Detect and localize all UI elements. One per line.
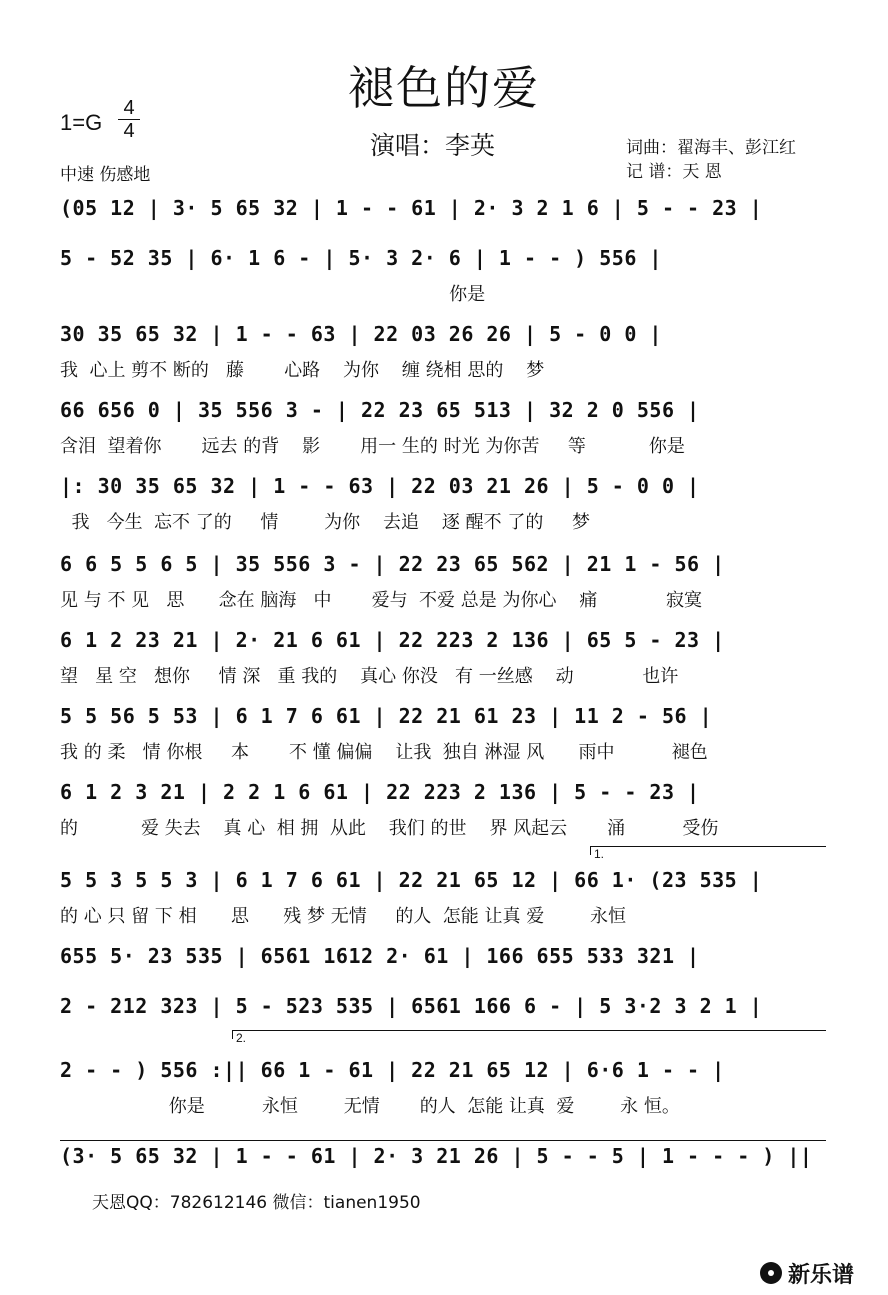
key-signature: 1=G (60, 110, 103, 135)
notation-row: (3· 5 65 32 | 1 - - 61 | 2· 3 21 26 | 5 - - 5 | 1 - - - ) || (60, 1144, 813, 1168)
brand-name: 新乐谱 (788, 1262, 855, 1288)
section-divider (60, 1140, 826, 1141)
time-signature (118, 98, 140, 141)
record-disc-icon (760, 1262, 782, 1284)
transcriber: 记 谱：天 恩 (626, 162, 722, 182)
contact-footer: 天恩QQ：782612146 微信：tianen1950 (92, 1193, 421, 1213)
lyricist-composer: 词曲：翟海丰、彭江红 (626, 138, 796, 158)
notation-row: 30 35 65 32 | 1 - - 63 | 22 03 26 26 | 5 - 0 0 | (60, 322, 662, 346)
tempo-marking: 中速 伤感地 (60, 165, 151, 185)
notation-row: 6 1 2 23 21 | 2· 21 6 61 | 22 223 2 136 | 65 5 - 23 | (60, 628, 725, 652)
notation-row: 2 - 212 323 | 5 - 523 535 | 6561 166 6 - | 5 3·2 3 2 1 | (60, 994, 763, 1018)
notation-row: 66 656 0 | 35 556 3 - | 22 23 65 513 | 32 2 0 556 | (60, 398, 700, 422)
volta-2: 2. (232, 1030, 826, 1039)
lyrics-row: 我 的 柔 情 你根 本 不 懂 偏偏 让我 独自 淋湿 风 雨中 褪色 (60, 742, 708, 763)
notation-row: 6 6 5 5 6 5 | 35 556 3 - | 22 23 65 562 | 21 1 - 56 | (60, 552, 725, 576)
volta-1: 1. (590, 846, 826, 855)
song-title: 褪色的爱 (348, 61, 540, 115)
notation-row: 5 5 3 5 5 3 | 6 1 7 6 61 | 22 21 65 12 | 66 1· (23 535 | (60, 868, 763, 892)
lyrics-row: 你是 永恒 无情 的人 怎能 让真 爱 永 恒。 (60, 1096, 680, 1117)
lyrics-row: 含泪 望着你 远去 的背 影 用一 生的 时光 为你苦 等 你是 (60, 436, 685, 457)
notation-row: 2 - - ) 556 :|| 66 1 - 61 | 22 21 65 12 | 6·6 1 - - | (60, 1058, 725, 1082)
lyrics-row: 我 今生 忘不 了的 情 为你 去追 逐 醒不 了的 梦 (60, 512, 590, 533)
singer-credit: 演唱：李英 (370, 131, 496, 160)
notation-row: 655 5· 23 535 | 6561 1612 2· 61 | 166 655 533 321 | (60, 944, 700, 968)
notation-row: (05 12 | 3· 5 65 32 | 1 - - 61 | 2· 3 2 1 6 | 5 - - 23 | (60, 196, 763, 220)
notation-row: |: 30 35 65 32 | 1 - - 63 | 22 03 21 26 | 5 - 0 0 | (60, 474, 700, 498)
lyrics-row: 我 心上 剪不 断的 藤 心路 为你 缠 绕相 思的 梦 (60, 360, 545, 381)
notation-row: 6 1 2 3 21 | 2 2 1 6 61 | 22 223 2 136 | 5 - - 23 | (60, 780, 700, 804)
lyrics-row: 见 与 不 见 思 念在 脑海 中 爱与 不爱 总是 为你心 痛 寂寞 (60, 590, 703, 611)
notation-row: 5 5 56 5 53 | 6 1 7 6 61 | 22 21 61 23 | 11 2 - 56 | (60, 704, 713, 728)
notation-row: 5 - 52 35 | 6· 1 6 - | 5· 3 2· 6 | 1 - - ) 556 | (60, 246, 662, 270)
lyrics-row: 的 心 只 留 下 相 思 残 梦 无情 的人 怎能 让真 爱 永恒 (60, 906, 626, 927)
lyrics-row: 望 星 空 想你 情 深 重 我的 真心 你没 有 一丝感 动 也许 (60, 666, 679, 687)
lyrics-row: 的 爱 失去 真 心 相 拥 从此 我们 的世 界 风起云 涌 受伤 (60, 818, 719, 839)
lyrics-row: 你是 (60, 284, 486, 305)
brand-logo (760, 1258, 854, 1288)
meter-top: 4 (123, 97, 135, 119)
credits (626, 136, 796, 184)
meter-bottom: 4 (123, 120, 135, 142)
